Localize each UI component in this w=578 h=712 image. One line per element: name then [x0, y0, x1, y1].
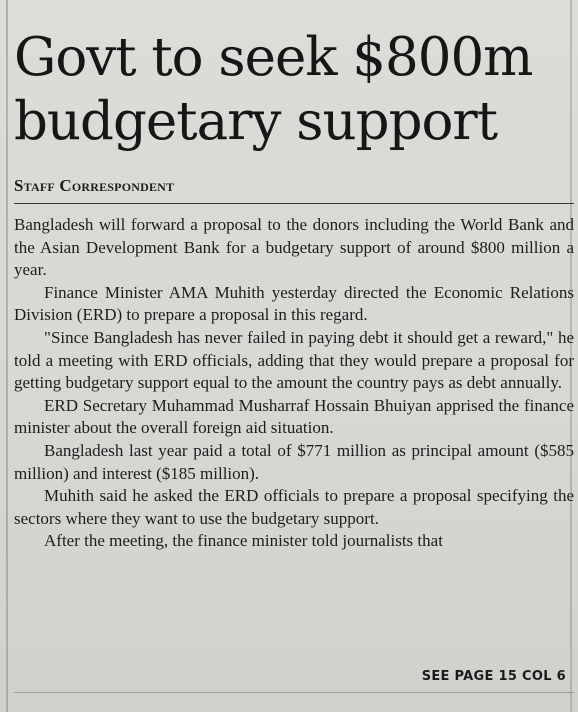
headline [14, 26, 570, 154]
paragraph-2: Finance Minister AMA Muhith yesterday directed the Economic Relations Division (ERD) to prepare a proposal in this regard. [14, 282, 574, 325]
bottom-edge-rule [14, 692, 574, 693]
byline: Staff Correspondent [14, 176, 175, 195]
paragraph-6: Muhith said he asked the ERD officials to prepare a proposal specifying the sectors where they want to use the budgetary support. [14, 486, 574, 528]
continuation-note: SEE PAGE 15 COL 6 [421, 669, 566, 684]
byline-container [14, 176, 570, 196]
clipping-left-edge [6, 0, 8, 712]
article-body [14, 214, 574, 553]
paragraph-5: Bangladesh last year paid a total of $771 million as principal amount ($585 million) and interest ($185 million). [14, 440, 574, 483]
byline-rule [14, 203, 574, 204]
paragraph-1: Bangladesh will forward a proposal to the donors including the World Bank and the Asian Development Bank for a budgetary support of around $800 million a year. [14, 215, 574, 280]
paragraph-3: "Since Bangladesh has never failed in paying debt it should get a reward," he told a meeting with ERD officials, adding that they would prepare a proposal for getting budgetary support equal to the amount the country pays as debt annually. [14, 327, 574, 393]
paragraph-7: After the meeting, the finance minister told journalists that [44, 531, 443, 551]
headline-line-1: Govt to seek $800m [14, 27, 533, 88]
headline-line-2: budgetary support [14, 91, 498, 152]
paragraph-4: ERD Secretary Muhammad Musharraf Hossain Bhuiyan apprised the finance minister about the overall foreign aid situation. [14, 395, 574, 438]
